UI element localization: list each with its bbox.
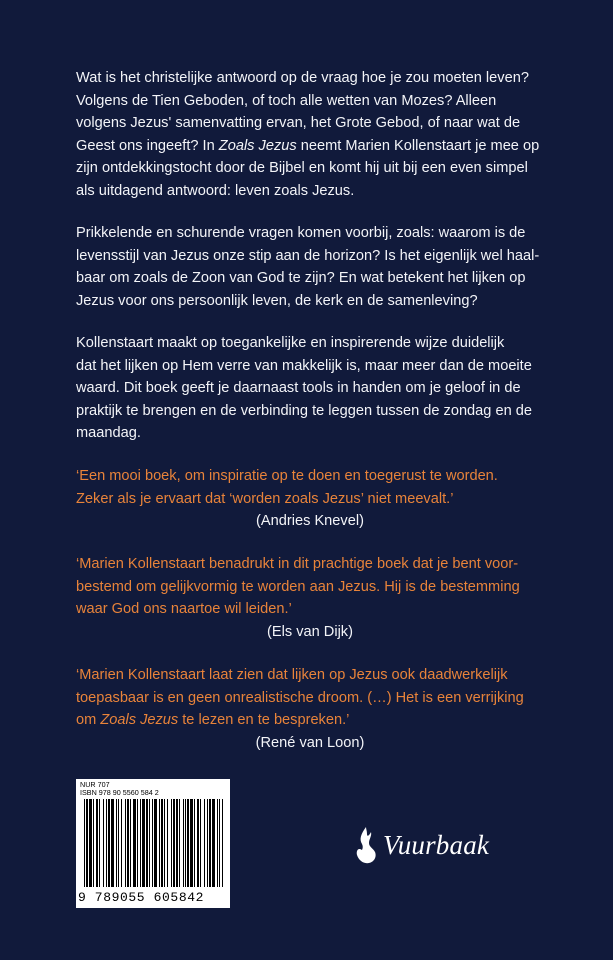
barcode-bar [127,799,129,887]
text-line: Wat is het christelijke antwoord op de vraag hoe je zou moeten leven? [76,70,529,86]
text-line [76,135,544,158]
isbn-barcode [76,779,230,908]
text-line: waard. Dit boek geeft je daarnaast tools in handen om je geloof in de [76,380,521,397]
endorsement-quote-3 [76,664,544,754]
publisher-name: Vuurbaak [383,829,490,860]
barcode-bar [146,799,148,887]
barcode-bar [106,799,107,887]
barcode-bar [96,799,98,887]
barcode-bar [161,799,163,887]
isbn-number: ISBN 978 90 5560 584 2 [80,788,159,798]
text-line: praktijk te brengen en de verbinding te leggen tussen de zondag en de [76,402,532,419]
barcode-bar [194,799,195,887]
barcode-bar [207,799,208,887]
barcode-bar [190,799,193,887]
barcode-bar [159,799,160,887]
book-title-italic: Zoals Jezus [218,137,297,154]
barcode-bar [108,799,110,887]
text-line: Jezus voor ons persoonlijk leven, de kerk en de samenleving? [76,292,478,309]
barcode-bar [179,799,180,887]
barcode-bar [176,799,178,887]
barcode-bar [187,799,189,887]
barcode-bar [142,799,145,887]
barcode-bar [103,799,104,887]
text-span: neemt Marien Kollenstaart je mee op [296,137,540,154]
barcode-bar [200,799,201,887]
quote-line [76,709,544,732]
barcode-bar [133,799,136,887]
quote-attribution: (René van Loon) [255,734,365,751]
text-span: om [76,712,101,729]
barcode-bar [185,799,186,887]
text-line: Kollenstaart maakt op toegankelijke en inspirerende wijze duidelijk [76,335,505,351]
quote-line: ‘Marien Kollenstaart laat zien dat lijken op Jezus ook daadwerkelijk [76,667,508,683]
barcode-bar [116,799,117,887]
book-title-italic: Zoals Jezus [100,712,179,729]
blurb-paragraph-1 [76,67,544,203]
flame-icon [355,825,377,865]
blurb-paragraph-2 [76,222,544,312]
text-line: volgens Jezus' samenvatting ervan, het Grote Gebod, of naar wat de [76,115,521,132]
text-span: Geest ons ingeeft? In [76,137,219,154]
barcode-bar [125,799,126,887]
text-line: dat het lijken op Hem verre van makkelijk is, maar meer dan de moeite [76,357,532,374]
quote-line: bestemd om gelijkvormig te worden aan Jezus. Hij is de bestemming [76,578,520,595]
text-line: baar om zoals de Zoon van God te zijn? En wat betekent het lijken op [76,270,526,287]
barcode-bar [130,799,131,887]
barcode-bar [164,799,165,887]
barcode-bar [118,799,119,887]
publisher-logo [355,820,489,870]
barcode-bar [89,799,92,887]
barcode-bar [167,799,168,887]
barcode-bar [219,799,220,887]
barcode-bar [209,799,211,887]
quote-line: waar God ons naartoe wil leiden.’ [76,601,292,618]
barcode-bar [111,799,114,887]
barcode-bar [149,799,150,887]
quote-line: ‘Marien Kollenstaart benadrukt in dit prachtige boek dat je bent voor- [76,556,519,572]
text-line: levensstijl van Jezus onze stip aan de horizon? Is het eigenlijk wel haal- [76,247,540,264]
barcode-bar [84,799,85,887]
text-span: te lezen en te bespreken.’ [178,712,350,729]
barcode-bar [140,799,141,887]
barcode-bar [197,799,199,887]
text-line: zijn ontdekkingstocht door de Bijbel en komt hij uit bij een even simpel [76,160,528,177]
quote-attribution: (Andries Knevel) [256,513,364,530]
barcode-bar [152,799,153,887]
barcode-bar [222,799,223,887]
barcode-bar [99,799,100,887]
barcode-bars [76,779,230,908]
barcode-digits: 9 789055 605842 [78,890,205,905]
quote-line: ‘Een mooi boek, om inspiratie op te doen en toegerust te worden. [76,468,498,484]
barcode-bar [173,799,175,887]
barcode-bar [121,799,122,887]
text-line: als uitdagend antwoord: leven zoals Jezus. [76,182,355,199]
barcode-bar [183,799,184,887]
barcode-bar [204,799,205,887]
quote-attribution: (Els van Dijk) [267,623,353,640]
blurb-paragraph-3 [76,332,544,445]
barcode-bar [217,799,218,887]
endorsement-quote-2 [76,553,544,643]
text-line: maandag. [76,425,141,442]
text-line: Volgens de Tien Geboden, of toch alle wetten van Mozes? Alleen [76,92,497,109]
endorsement-quote-1 [76,465,544,533]
quote-line: toepasbaar is en geen onrealistische droom. (…) Het is een verrijking [76,689,524,706]
barcode-bar [171,799,172,887]
quote-line: Zeker als je ervaart dat ‘worden zoals Jezus’ niet meevalt.’ [76,490,454,507]
barcode-bar [154,799,157,887]
nur-code: NUR 707 [80,780,110,789]
text-line: Prikkelende en schurende vragen komen voorbij, zoals: waarom is de [76,225,526,241]
barcode-bar [137,799,138,887]
barcode-bar [212,799,215,887]
barcode-bar [93,799,94,887]
barcode-bar [86,799,88,887]
